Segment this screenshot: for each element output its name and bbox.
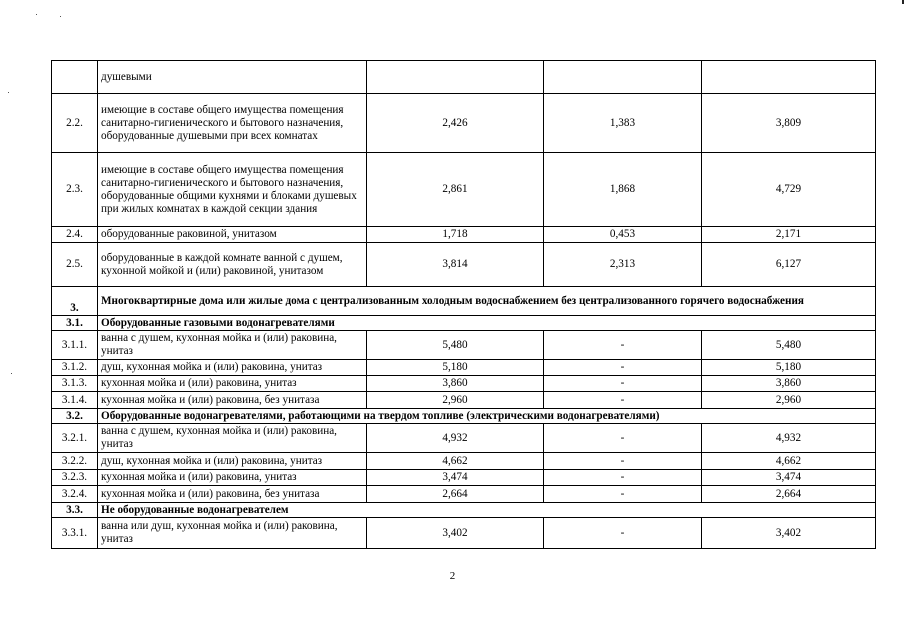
- row-description-cell: оборудованные раковиной, унитазом: [98, 227, 367, 243]
- value-cell-2: 0,453: [544, 227, 702, 243]
- scan-speck: [902, 0, 904, 4]
- row-number-cell: 2.3.: [52, 153, 98, 227]
- value-cell-3: 5,180: [702, 360, 876, 376]
- table-row: [52, 392, 876, 409]
- value-cell-1: 3,860: [367, 376, 544, 392]
- value-cell-1: 1,718: [367, 227, 544, 243]
- value-cell-1: [367, 61, 544, 94]
- section-number-cell: 3.2.: [52, 409, 98, 424]
- section-title-cell: Многоквартирные дома или жилые дома с централизованным холодным водоснабжением без централизованного горячего водоснабжения: [98, 287, 876, 316]
- subsection-header-row: [52, 503, 876, 518]
- value-cell-3: 2,960: [702, 392, 876, 409]
- table-row: [52, 518, 876, 549]
- table-row: [52, 243, 876, 287]
- section-number-cell: 3.1.: [52, 316, 98, 331]
- value-cell-1: 3,402: [367, 518, 544, 549]
- table-row: [52, 94, 876, 153]
- table-row: [52, 227, 876, 243]
- table-row: [52, 470, 876, 486]
- value-cell-1: 2,861: [367, 153, 544, 227]
- table-row: [52, 486, 876, 503]
- row-number-cell: 3.1.1.: [52, 331, 98, 360]
- row-number-cell: 3.1.4.: [52, 392, 98, 409]
- subsection-header-row: [52, 409, 876, 424]
- value-cell-1: 5,480: [367, 331, 544, 360]
- scan-speck: [60, 16, 61, 17]
- value-cell-1: 2,664: [367, 486, 544, 503]
- section-title-cell: Не оборудованные водонагревателем: [98, 503, 876, 518]
- row-number-cell: 3.1.3.: [52, 376, 98, 392]
- value-cell-2: -: [544, 470, 702, 486]
- value-cell-1: 3,814: [367, 243, 544, 287]
- value-cell-1: 2,960: [367, 392, 544, 409]
- value-cell-3: 2,171: [702, 227, 876, 243]
- table-row: [52, 331, 876, 360]
- value-cell-3: 3,860: [702, 376, 876, 392]
- value-cell-3: 6,127: [702, 243, 876, 287]
- scan-speck: [11, 373, 12, 374]
- section-number-cell: 3.: [52, 287, 98, 316]
- row-description-cell: имеющие в составе общего имущества помещения санитарно-гигиенического и бытового назначения, оборудованные общими кухнями и блоками душевых при жилых комнатах в каждой секции здания: [98, 153, 367, 227]
- table-row: [52, 153, 876, 227]
- table-row: [52, 424, 876, 453]
- value-cell-3: 4,932: [702, 424, 876, 453]
- value-cell-3: 3,809: [702, 94, 876, 153]
- value-cell-2: -: [544, 486, 702, 503]
- row-description-cell: кухонная мойка и (или) раковина, без унитаза: [98, 392, 367, 409]
- value-cell-1: 4,662: [367, 453, 544, 470]
- scan-speck: [8, 92, 9, 93]
- value-cell-2: 1,383: [544, 94, 702, 153]
- row-description-cell: оборудованные в каждой комнате ванной с душем, кухонной мойкой и (или) раковиной, унитазом: [98, 243, 367, 287]
- row-description-cell: душ, кухонная мойка и (или) раковина, унитаз: [98, 360, 367, 376]
- value-cell-1: 4,932: [367, 424, 544, 453]
- table-body: [52, 61, 876, 549]
- row-description-cell: имеющие в составе общего имущества помещения санитарно-гигиенического и бытового назначения, оборудованные душевыми при всех комнатах: [98, 94, 367, 153]
- value-cell-3: 3,474: [702, 470, 876, 486]
- row-number-cell: 3.1.2.: [52, 360, 98, 376]
- row-description-cell: кухонная мойка и (или) раковина, унитаз: [98, 376, 367, 392]
- value-cell-2: [544, 61, 702, 94]
- value-cell-2: 2,313: [544, 243, 702, 287]
- table-row: [52, 376, 876, 392]
- row-description-cell: ванна с душем, кухонная мойка и (или) раковина, унитаз: [98, 424, 367, 453]
- row-description-cell: кухонная мойка и (или) раковина, без унитаза: [98, 486, 367, 503]
- row-number-cell: 3.2.1.: [52, 424, 98, 453]
- table-row: [52, 453, 876, 470]
- value-cell-2: -: [544, 376, 702, 392]
- section-title-cell: Оборудованные водонагревателями, работающими на твердом топливе (электрическими водонагревателями): [98, 409, 876, 424]
- value-cell-2: 1,868: [544, 153, 702, 227]
- row-number-cell: 3.3.1.: [52, 518, 98, 549]
- row-number-cell: 3.2.2.: [52, 453, 98, 470]
- row-number-cell: 3.2.3.: [52, 470, 98, 486]
- row-description-cell: душевыми: [98, 61, 367, 94]
- row-number-cell: 2.5.: [52, 243, 98, 287]
- table-row: [52, 61, 876, 94]
- row-description-cell: кухонная мойка и (или) раковина, унитаз: [98, 470, 367, 486]
- row-number-cell: 2.4.: [52, 227, 98, 243]
- tariff-table: [51, 60, 876, 549]
- value-cell-2: -: [544, 518, 702, 549]
- row-description-cell: ванна с душем, кухонная мойка и (или) раковина, унитаз: [98, 331, 367, 360]
- value-cell-3: [702, 61, 876, 94]
- value-cell-1: 5,180: [367, 360, 544, 376]
- row-description-cell: ванна или душ, кухонная мойка и (или) раковина, унитаз: [98, 518, 367, 549]
- value-cell-2: -: [544, 331, 702, 360]
- value-cell-3: 3,402: [702, 518, 876, 549]
- value-cell-1: 2,426: [367, 94, 544, 153]
- section-number-cell: 3.3.: [52, 503, 98, 518]
- row-description-cell: душ, кухонная мойка и (или) раковина, унитаз: [98, 453, 367, 470]
- value-cell-3: 5,480: [702, 331, 876, 360]
- row-number-cell: 2.2.: [52, 94, 98, 153]
- value-cell-3: 4,729: [702, 153, 876, 227]
- table-row: [52, 360, 876, 376]
- value-cell-3: 4,662: [702, 453, 876, 470]
- value-cell-2: -: [544, 424, 702, 453]
- subsection-header-row: [52, 316, 876, 331]
- row-number-cell: [52, 61, 98, 94]
- value-cell-3: 2,664: [702, 486, 876, 503]
- value-cell-2: -: [544, 360, 702, 376]
- row-number-cell: 3.2.4.: [52, 486, 98, 503]
- scan-speck: [36, 14, 37, 15]
- value-cell-2: -: [544, 392, 702, 409]
- section-title-cell: Оборудованные газовыми водонагревателями: [98, 316, 876, 331]
- value-cell-2: -: [544, 453, 702, 470]
- value-cell-1: 3,474: [367, 470, 544, 486]
- section-header-row: [52, 287, 876, 316]
- page-number: 2: [449, 570, 456, 582]
